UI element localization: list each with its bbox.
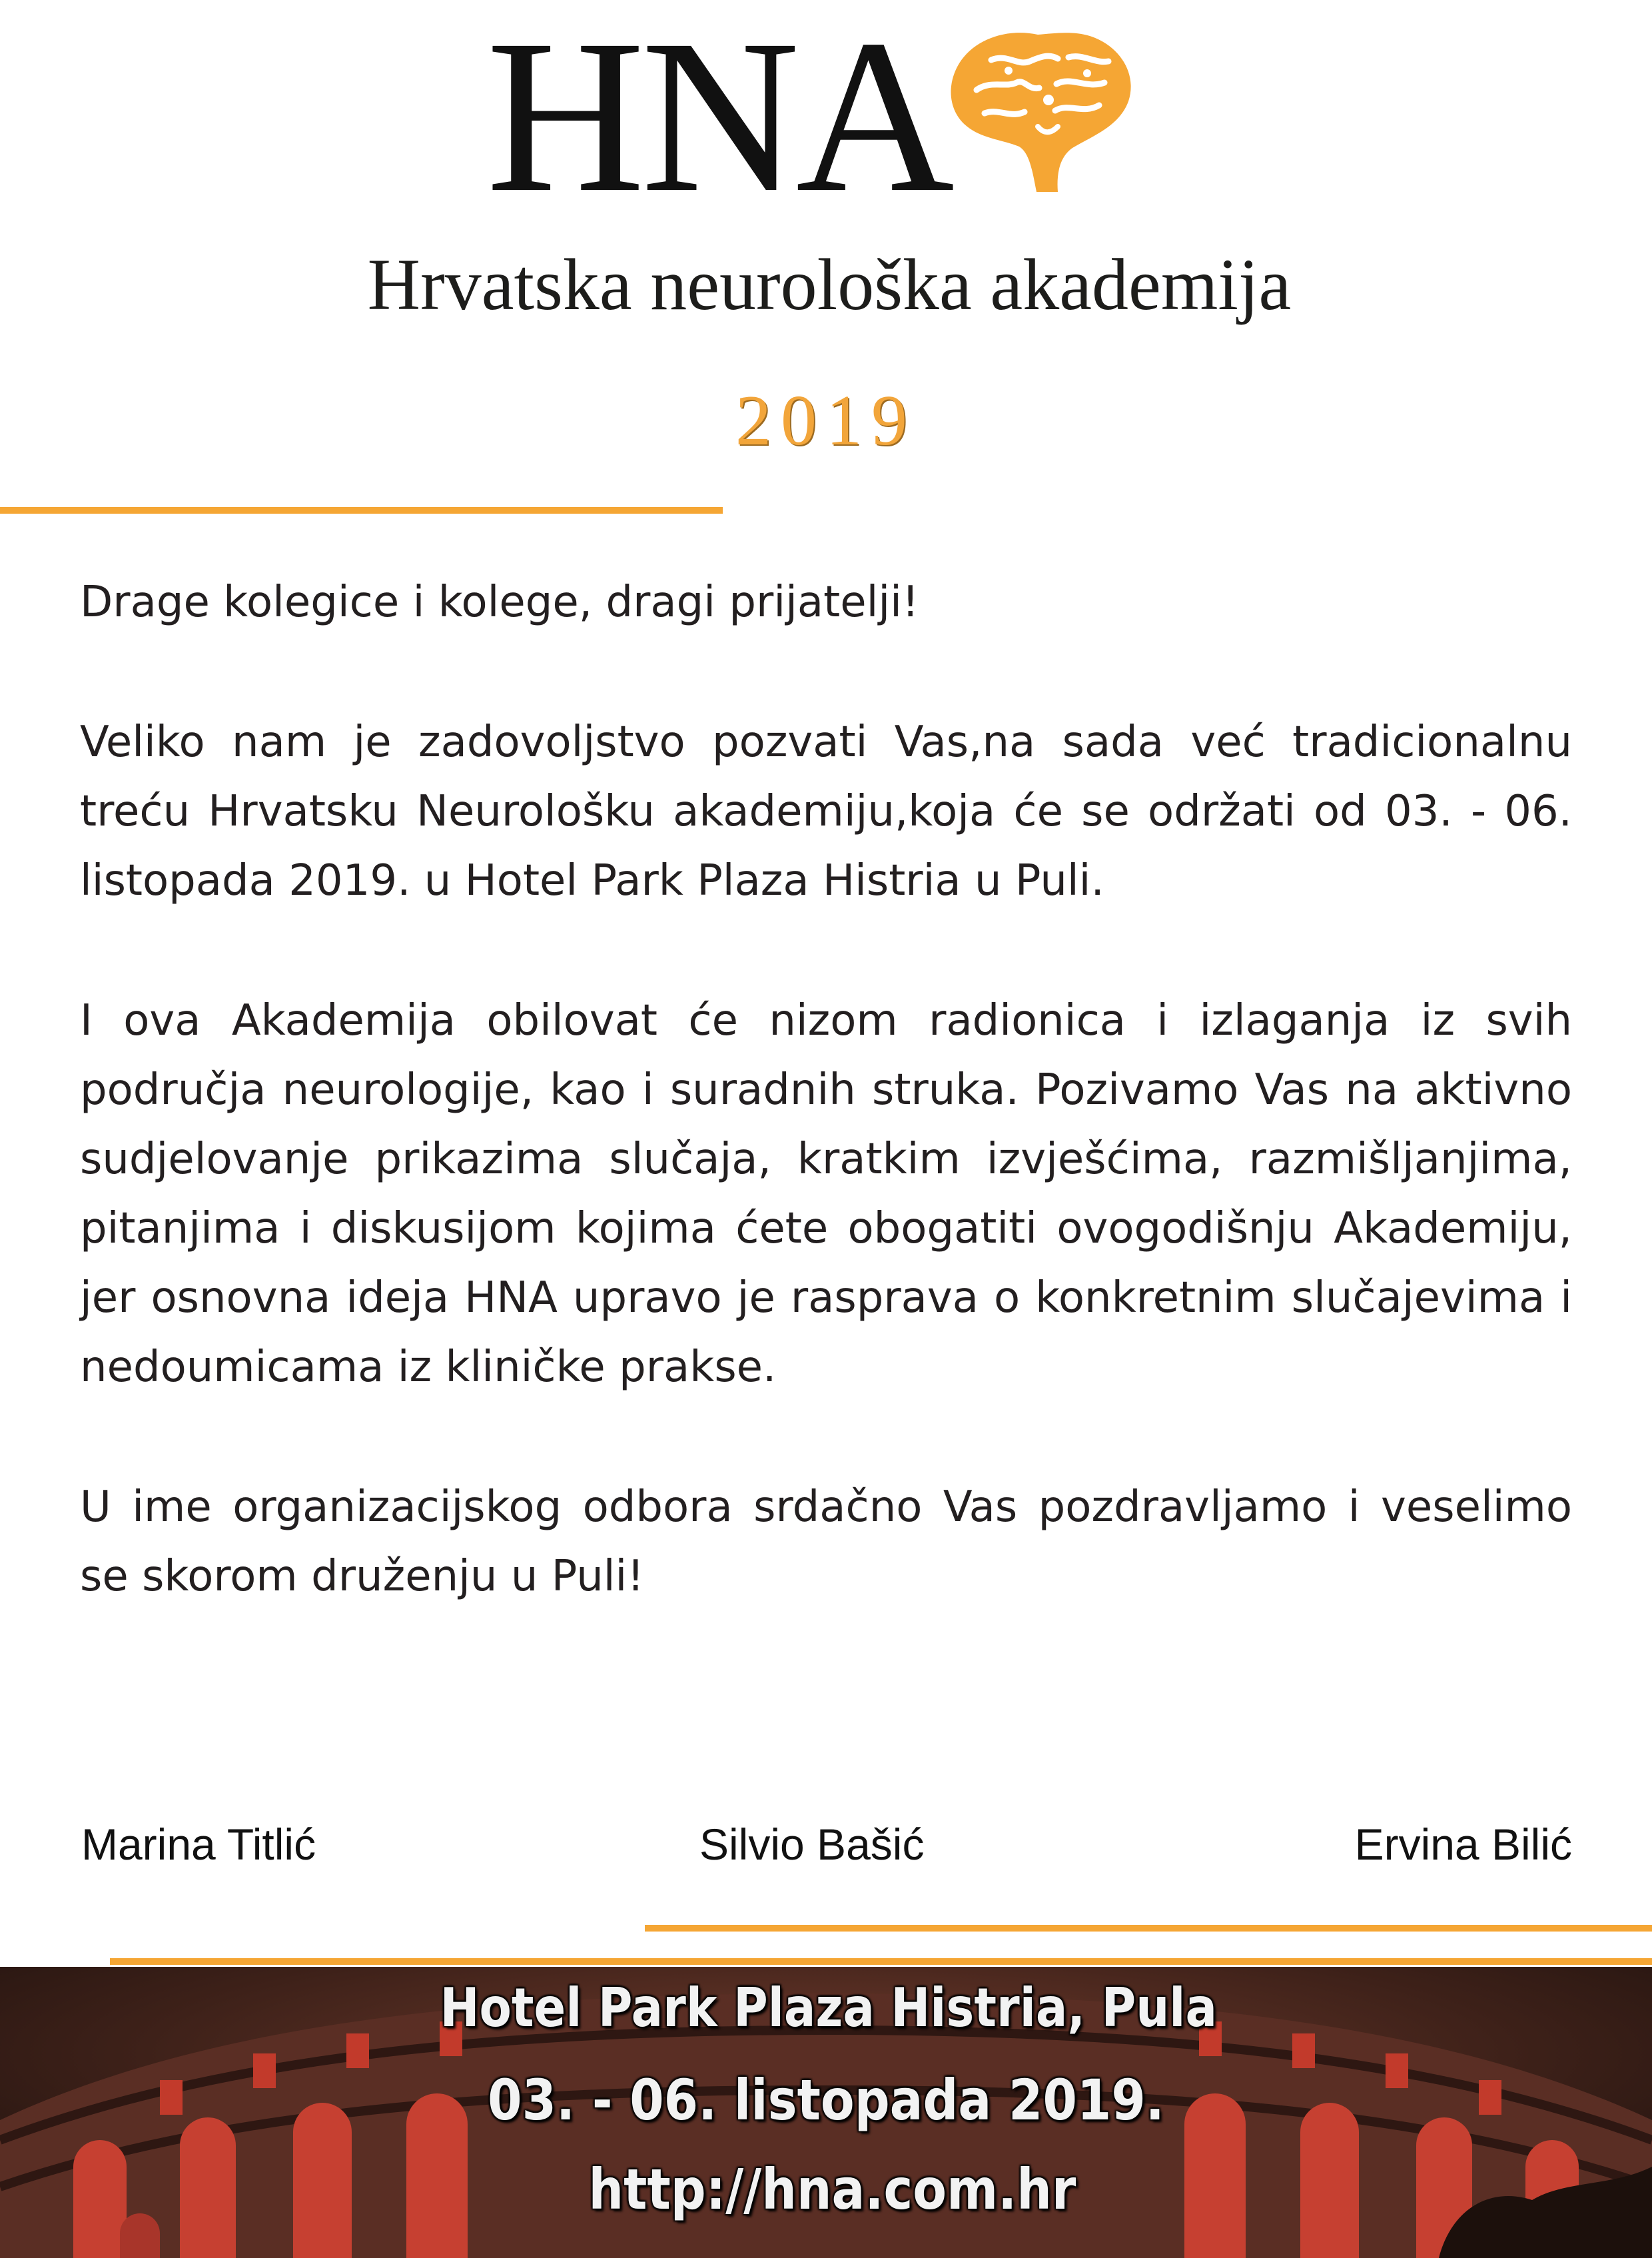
middle-divider [645,1925,1652,1932]
bottom-divider [110,1958,1652,1965]
page-subtitle: Hrvatska neurološka akademija [367,244,1292,325]
signature-name: Ervina Bilić [1354,1820,1572,1869]
footer-banner [0,1967,1652,2258]
letter-paragraph: U ime organizacijskog odbora srdačno Vas pozdravljamo i veselimo se skorom druženju u Puli! [80,1482,1572,1601]
logo-text: HNA [486,0,951,238]
letter-greeting: Drage kolegice i kolege, dragi prijatelji! [80,578,919,627]
signature-name: Silvio Bašić [699,1820,925,1869]
brain-icon [945,27,1134,197]
letter-body [80,568,1572,1682]
banner-venue: Hotel Park Plaza Histria, Pula [440,1977,1217,2039]
banner-website-link[interactable]: http://hna.com.hr [588,2157,1076,2222]
year-label: 2019 [735,381,917,460]
letterhead [0,0,1652,506]
signatures [80,1819,1572,1879]
letter-paragraph: I ova Akademija obilovat će nizom radionica i izlaganja iz svih područja neurologije, kao i suradnih struka. Pozivamo Vas na aktivno sudjelovanje prikazima slučaja, kratkim izvješćima, razmišljanjima, pitanjima i diskusijom kojima ćete obogatiti ovogodišnju Akademiju, jer osnovna ideja HNA upravo je rasprava o konkretnim slučajevima i nedoumicama iz kliničke prakse. [80,996,1572,1392]
top-divider [0,507,723,514]
signature-name: Marina Titlić [81,1820,316,1869]
banner-dates: 03. - 06. listopada 2019. [488,2067,1164,2133]
letter-paragraph: Veliko nam je zadovoljstvo pozvati Vas,na sada već tradicionalnu treću Hrvatsku Neurološku akademiju,koja će se održati od 03. - 06. listopada 2019. u Hotel Park Plaza Histria u Puli. [80,718,1572,905]
